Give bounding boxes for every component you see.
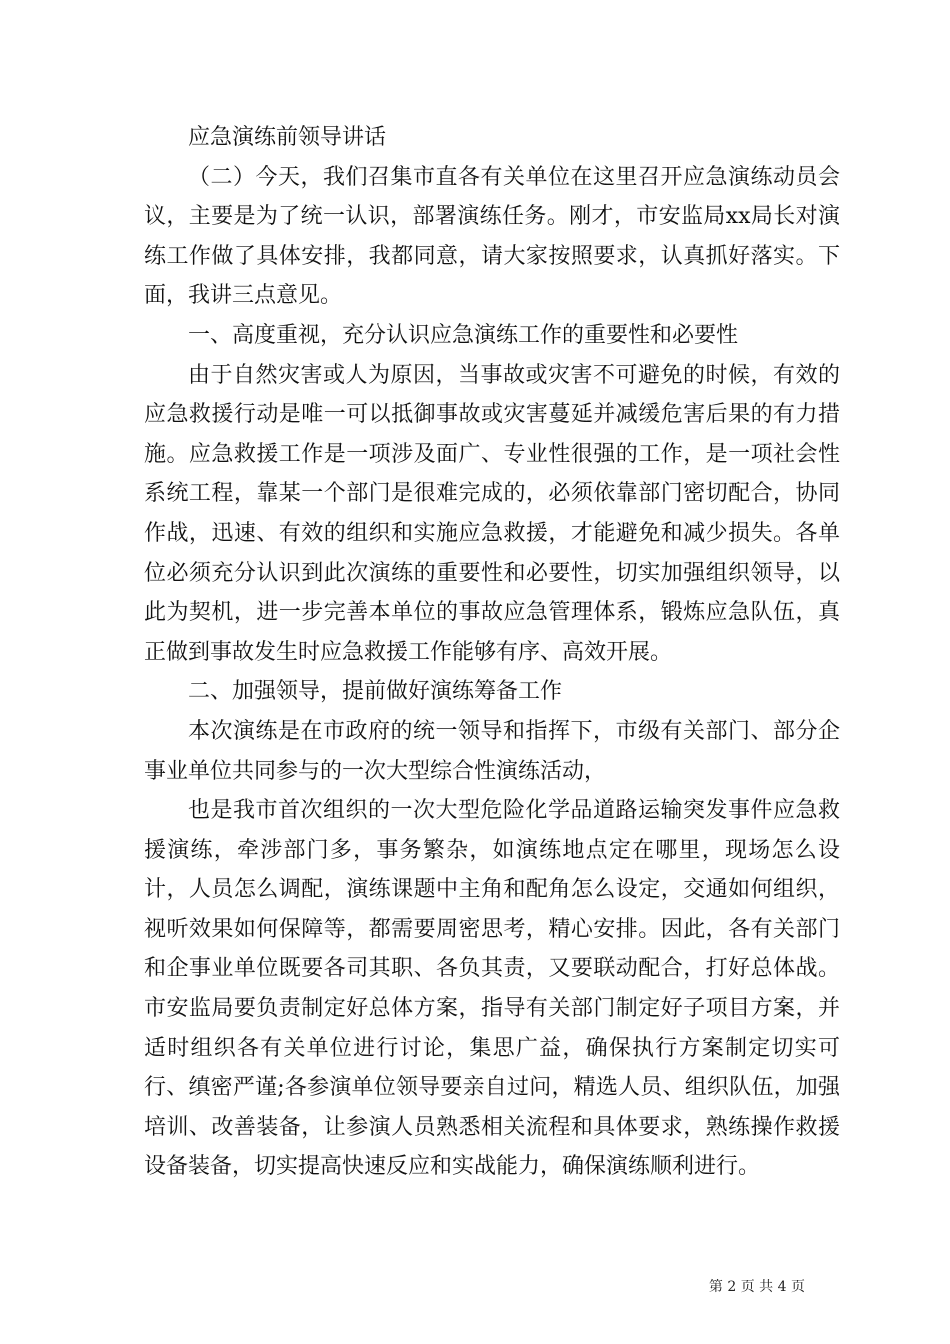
section-2-body-2: 也是我市首次组织的一次大型危险化学品道路运输突发事件应急救援演练，牵涉部门多，事务繁杂，如演练地点定在哪里，现场怎么设计，人员怎么调配，演练课题中主角和配角怎么设定，交通如何组织，视听效果如何保障等，都需要周密思考，精心安排。因此，各有关部门和企事业单位既要各司其职、各负其责，又要联动配合，打好总体战。市安监局要负责制定好总体方案，指导有关部门制定好子项目方案，并适时组织各有关单位进行讨论，集思广益，确保执行方案制定切实可行、缜密严谨;各参演单位领导要亲自过问，精选人员、组织队伍，加强培训、改善装备，让参演人员熟悉相关流程和具体要求，熟练操作救援设备装备，切实提高快速反应和实战能力，确保演练顺利进行。 [144, 798, 840, 1180]
page-number: 第 2 页 共 4 页 [708, 1279, 805, 1295]
section-2-body-1: 本次演练是在市政府的统一领导和指挥下，市级有关部门、部分企事业单位共同参与的一次大型综合性演练活动， [144, 718, 840, 784]
section-2-heading: 二、加强领导，提前做好演练筹备工作 [188, 679, 563, 705]
document-title: 应急演练前领导讲话 [188, 125, 387, 150]
section-1-heading: 一、高度重视，充分认识应急演练工作的重要性和必要性 [188, 322, 739, 348]
document-body [144, 118, 840, 1187]
section-1-body: 由于自然灾害或人为原因，当事故或灾害不可避免的时候，有效的应急救援行动是唯一可以抵御事故或灾害蔓延并减缓危害后果的有力措施。应急救援工作是一项涉及面广、专业性很强的工作，是一项社会性系统工程，靠某一个部门是很难完成的，必须依靠部门密切配合，协同作战，迅速、有效的组织和实施应急救援，才能避免和减少损失。各单位必须充分认识到此次演练的重要性和必要性，切实加强组织领导，以此为契机，进一步完善本单位的事故应急管理体系，锻炼应急队伍，真正做到事故发生时应急救援工作能够有序、高效开展。 [144, 362, 840, 665]
paragraph-intro: （二）今天，我们召集市直各有关单位在这里召开应急演练动员会议，主要是为了统一认识，部署演练任务。刚才，市安监局xx局长对演练工作做了具体安排，我都同意，请大家按照要求，认真抓好落实。下面，我讲三点意见。 [144, 164, 840, 309]
